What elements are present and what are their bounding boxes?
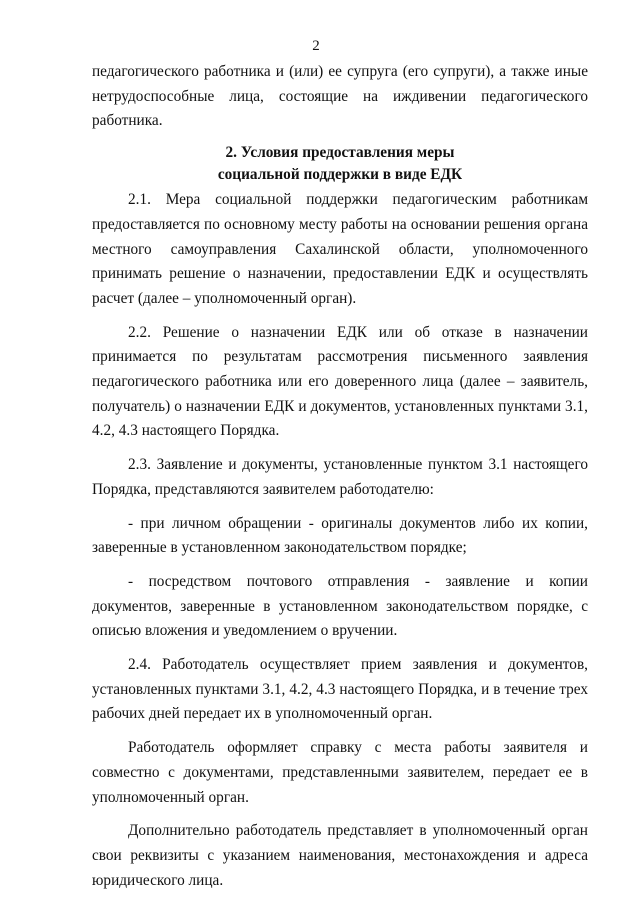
paragraph-2-2: 2.2. Решение о назначении ЕДК или об отказе в назначении принимается по результатам рассмотрения письменного заявления педагогического работника или его доверенного лица (далее – заявитель, получатель) о назначении ЕДК и документов, установленных пунктами 3.1, 4.2, 4.3 настоящего Порядка. xyxy=(92,323,588,440)
page-number: 2 xyxy=(312,38,320,54)
paragraph-employer-certificate: Работодатель оформляет справку с места работы заявителя и совместно с документами, представленными заявителем, передает ее в уполномоченный орган. xyxy=(92,739,588,806)
bullet-postal-delivery: - посредством почтового отправления - заявление и копии документов, заверенные в установленном законодательством порядке, с описью вложения и уведомлением о вручении. xyxy=(92,572,588,640)
intro-paragraph: педагогического работника и (или) ее супруга (его супруги), а также иные нетрудоспособные лица, состоящие на иждивении педагогического работника. xyxy=(92,63,588,130)
paragraph-2-1: 2.1. Мера социальной поддержки педагогическим работникам предоставляется по основному месту работы на основании решения органа местного самоуправления Сахалинской области, уполномоченного принимать решение о назначении, предоставлении ЕДК и осуществлять расчет (далее – уполномоченный орган). xyxy=(92,191,588,307)
paragraph-2-4: 2.4. Работодатель осуществляет прием заявления и документов, установленных пунктами 3.1, 4.2, 4.3 настоящего Порядка, и в течение трех рабочих дней передает их в уполномоченный орган. xyxy=(92,656,588,723)
document-body xyxy=(92,60,588,893)
paragraph-2-3: 2.3. Заявление и документы, установленные пунктом 3.1 настоящего Порядка, представляются заявителем работодателю: xyxy=(92,456,588,498)
section-heading xyxy=(92,142,588,186)
section-title-line-2: социальной поддержки в виде ЕДК xyxy=(217,166,463,184)
section-title-line-1: 2. Условия предоставления меры xyxy=(225,144,455,162)
bullet-personal-visit: - при личном обращении - оригиналы документов либо их копии, заверенные в установленном законодательством порядке; xyxy=(92,514,588,557)
paragraph-additional-details: Дополнительно работодатель представляет в уполномоченный орган свои реквизиты с указанием наименования, местонахождения и адреса юридического лица. xyxy=(92,822,588,889)
